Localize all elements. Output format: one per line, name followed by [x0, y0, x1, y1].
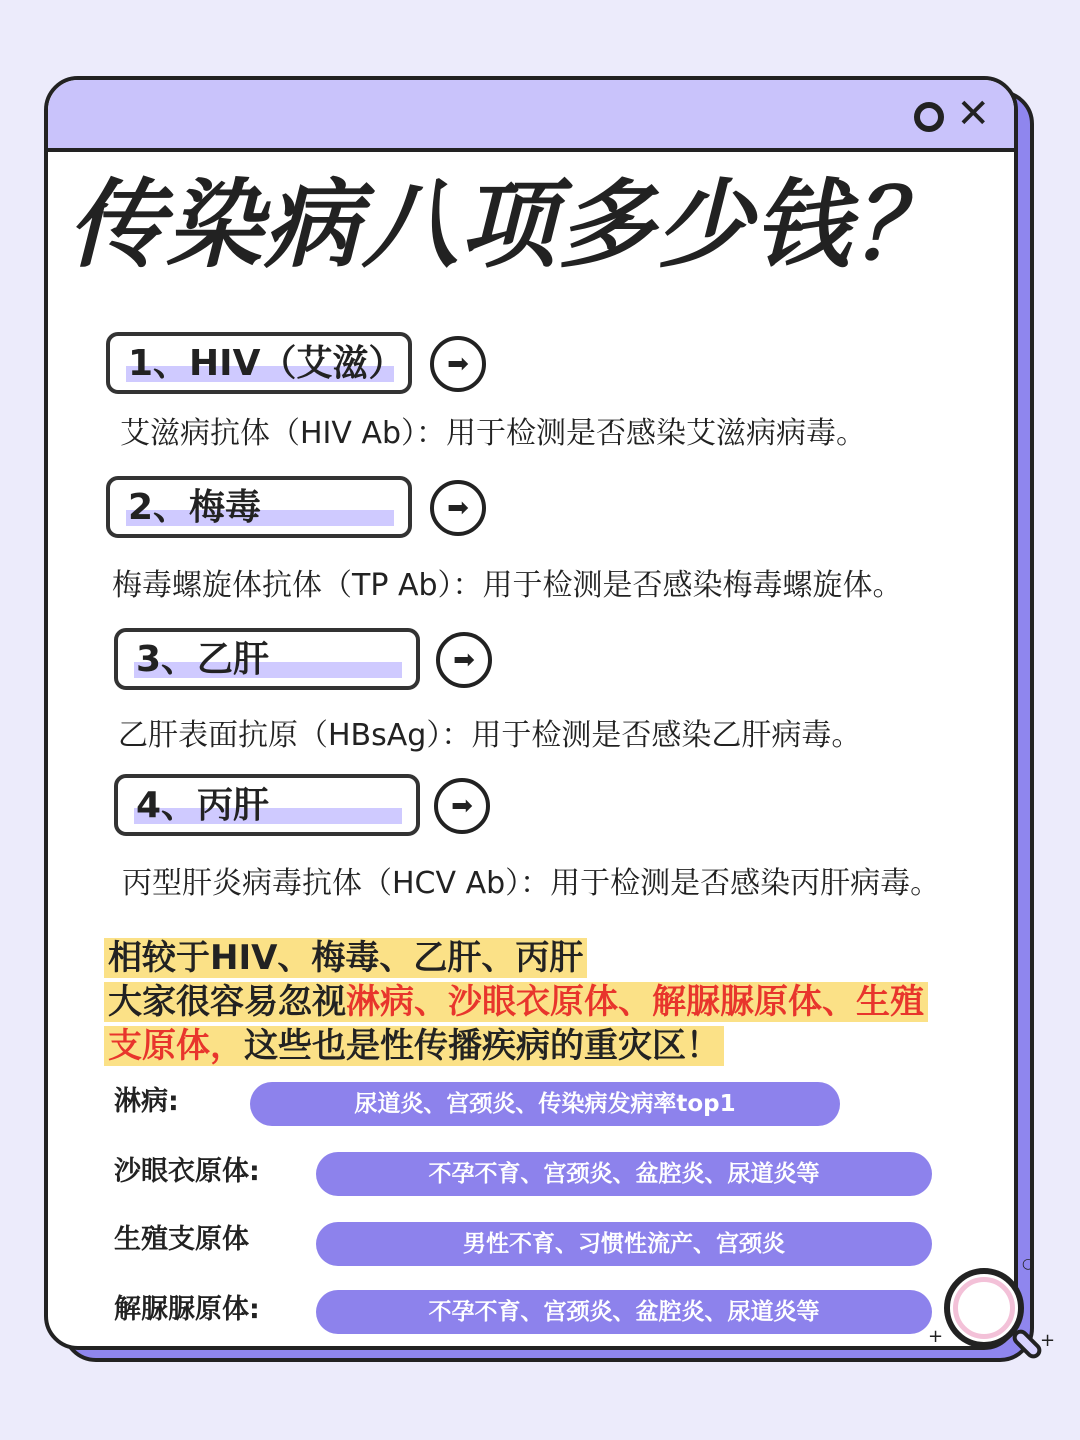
summary-line-2-prefix: 大家很容易忽视	[108, 982, 346, 1022]
disease-name: 淋病:	[114, 1084, 179, 1120]
disease-name: 沙眼衣原体:	[114, 1154, 260, 1190]
item-description: 艾滋病抗体（HIV Ab）：用于检测是否感染艾滋病病毒。	[120, 416, 867, 451]
summary-line-3-highlight: 支原体，	[108, 1026, 244, 1066]
item-heading-4	[114, 774, 420, 836]
arrow-right-icon[interactable]: ➡	[430, 336, 486, 392]
item-description: 丙型肝炎病毒抗体（HCV Ab）：用于检测是否感染丙肝病毒。	[122, 866, 941, 901]
arrow-right-icon[interactable]: ➡	[434, 778, 490, 834]
disease-symptoms-pill: 男性不育、习惯性流产、宫颈炎	[316, 1222, 932, 1266]
circle-icon[interactable]	[914, 102, 944, 132]
page-title: 传染病八项多少钱？	[68, 169, 950, 281]
disease-symptoms-pill: 尿道炎、宫颈炎、传染病发病率top1	[250, 1082, 840, 1126]
item-label: 4、丙肝	[136, 785, 270, 826]
summary-line-1: 相较于HIV、梅毒、乙肝、丙肝	[104, 938, 587, 978]
item-label: 3、乙肝	[136, 639, 270, 680]
arrow-right-icon[interactable]: ➡	[436, 632, 492, 688]
close-icon[interactable]: ✕	[956, 91, 990, 137]
dot-icon: ○	[1022, 1256, 1035, 1272]
window-titlebar	[48, 80, 1014, 152]
sparkle-icon: +	[928, 1326, 944, 1347]
arrow-right-icon[interactable]: ➡	[430, 480, 486, 536]
disease-name: 解脲脲原体:	[114, 1292, 260, 1328]
summary-paragraph	[104, 936, 984, 1068]
disease-symptoms-pill: 不孕不育、宫颈炎、盆腔炎、尿道炎等	[316, 1152, 932, 1196]
item-description: 乙肝表面抗原（HBsAg）：用于检测是否感染乙肝病毒。	[118, 718, 862, 753]
disease-symptoms-pill: 不孕不育、宫颈炎、盆腔炎、尿道炎等	[316, 1290, 932, 1334]
summary-line-3-suffix: 这些也是性传播疾病的重灾区！	[244, 1026, 720, 1066]
item-heading-2	[106, 476, 412, 538]
sparkle-icon: +	[1040, 1330, 1056, 1351]
item-description: 梅毒螺旋体抗体（TP Ab）：用于检测是否感染梅毒螺旋体。	[112, 568, 903, 603]
summary-line-2-highlight: 淋病、沙眼衣原体、解脲脲原体、生殖	[346, 982, 924, 1022]
disease-name: 生殖支原体	[114, 1222, 249, 1258]
item-heading-1	[106, 332, 412, 394]
item-label: 1、HIV（艾滋）	[128, 343, 405, 384]
card-window	[44, 76, 1018, 1350]
item-heading-3	[114, 628, 420, 690]
item-label: 2、梅毒	[128, 487, 262, 528]
